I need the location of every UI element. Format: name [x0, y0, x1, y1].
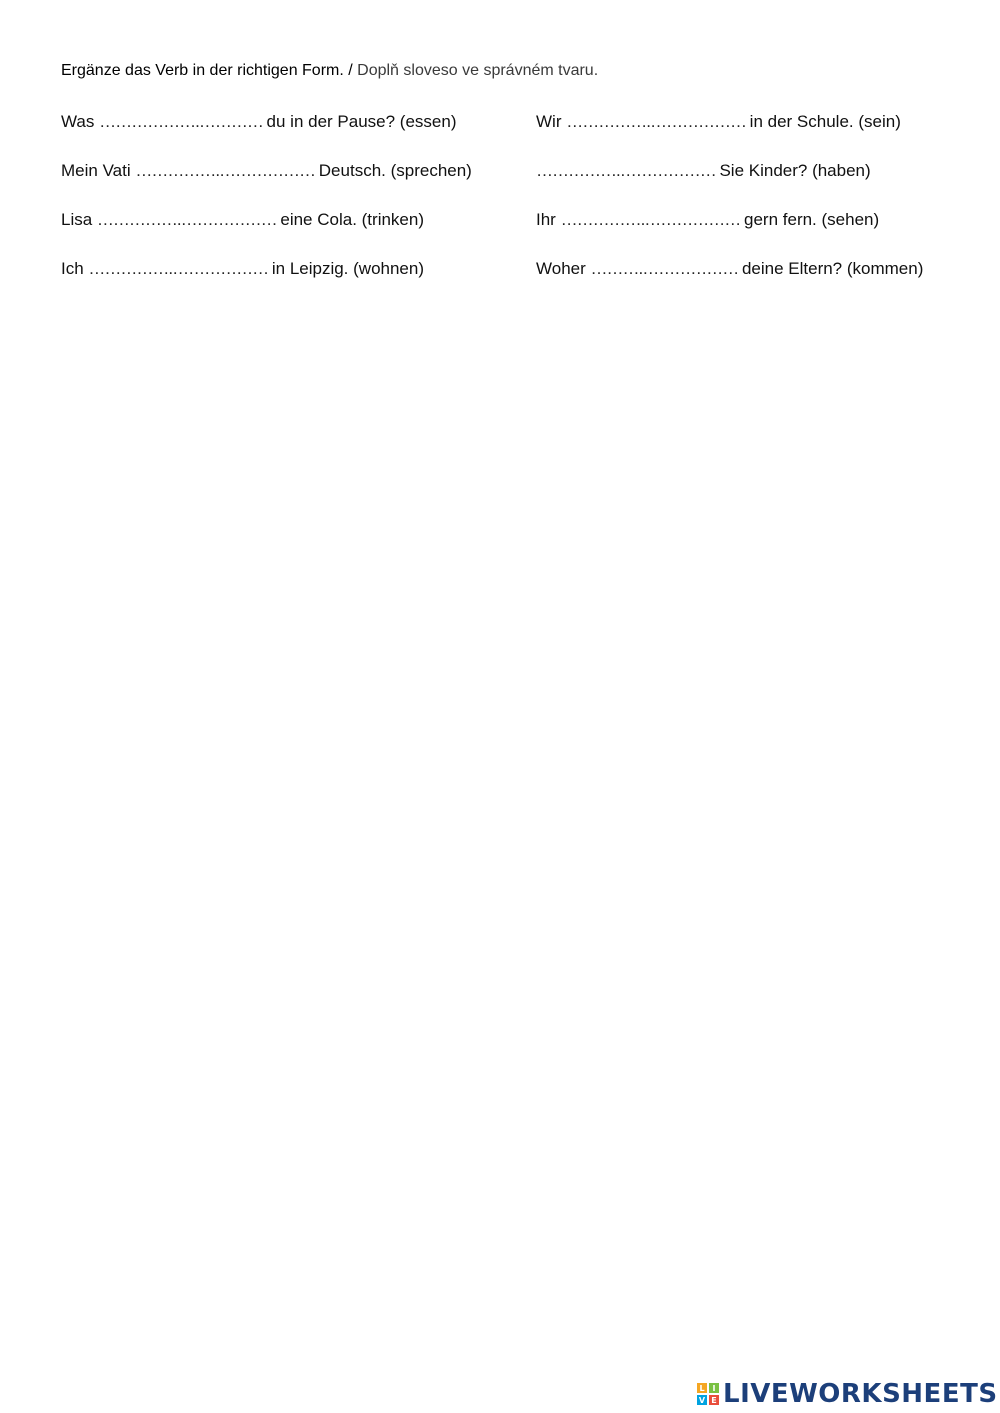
sentence-start: Lisa	[61, 210, 97, 229]
exercise-row	[61, 208, 472, 257]
logo-tile: E	[709, 1395, 719, 1405]
answer-gap[interactable]: …………….………………	[135, 161, 319, 180]
answer-gap[interactable]: …………….………………	[536, 161, 720, 180]
sentence-end: du in der Pause? (essen)	[266, 112, 457, 131]
exercise-row	[61, 110, 472, 159]
sentence-start: Woher	[536, 259, 591, 278]
answer-gap[interactable]: ……………….…………	[99, 112, 267, 131]
exercise-column-left	[61, 110, 472, 306]
exercise-row	[61, 257, 472, 306]
sentence-start: Was	[61, 112, 100, 131]
exercise-row	[536, 257, 923, 306]
logo-tile: L	[697, 1383, 707, 1393]
sentence-end: in der Schule. (sein)	[749, 112, 901, 131]
sentence-start: Mein Vati	[61, 161, 136, 180]
exercise-column-right	[536, 110, 923, 306]
logo-icon	[697, 1383, 719, 1405]
answer-gap[interactable]: …………….………………	[88, 259, 272, 278]
answer-gap[interactable]: …………….………………	[560, 210, 745, 229]
logo-tile: I	[709, 1383, 719, 1393]
sentence-end: deine Eltern? (kommen)	[741, 259, 924, 278]
sentence-end: eine Cola. (trinken)	[280, 210, 424, 229]
logo-tile: V	[698, 1395, 706, 1405]
sentence-start: Ich	[61, 259, 89, 278]
instruction	[61, 62, 598, 80]
sentence-start: Ihr	[536, 210, 561, 229]
sentence-end: Sie Kinder? (haben)	[719, 161, 871, 180]
liveworksheets-logo	[697, 1377, 998, 1411]
exercise-row	[536, 110, 923, 159]
sentence-end: in Leipzig. (wohnen)	[271, 259, 425, 278]
exercise-row	[536, 159, 923, 208]
logo-text: LIVEWORKSHEETS	[723, 1379, 998, 1409]
answer-gap[interactable]: ……….………………	[590, 259, 742, 278]
sentence-end: Deutsch. (sprechen)	[318, 161, 472, 180]
exercise-row	[61, 159, 472, 208]
instruction-german: Ergänze das Verb in der richtigen Form. /	[61, 62, 353, 79]
sentence-end: gern fern. (sehen)	[744, 210, 880, 229]
instruction-czech: Doplň sloveso ve správném tvaru.	[352, 62, 599, 79]
exercise-row	[536, 208, 923, 257]
answer-gap[interactable]: …………….………………	[96, 210, 281, 229]
answer-gap[interactable]: …………….………………	[566, 112, 750, 131]
sentence-start: Wir	[536, 112, 567, 131]
